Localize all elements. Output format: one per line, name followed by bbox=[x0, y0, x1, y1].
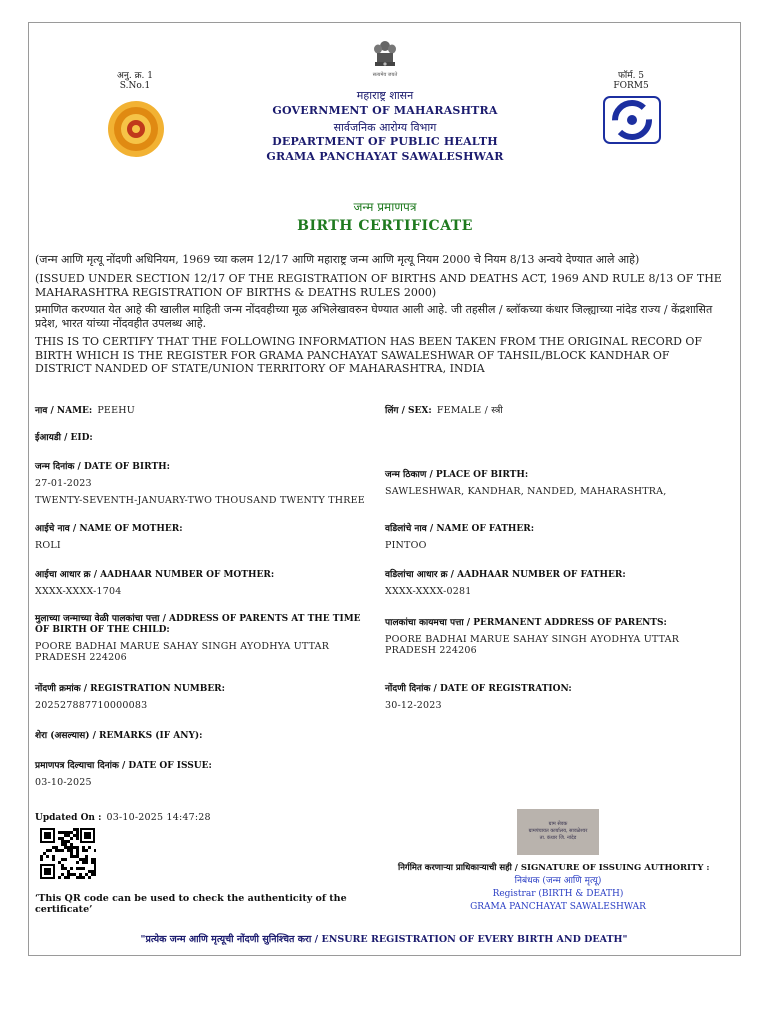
eid-label: ईआयडी / EID: bbox=[35, 433, 93, 443]
title-hi: जन्म प्रमाणपत्र bbox=[353, 200, 417, 214]
signature-label: निर्गमित करणाऱ्या प्राधिकाऱ्याची सही / SIGNATURE OF ISSUING AUTHORITY : bbox=[398, 863, 710, 873]
mother-aadhaar-field bbox=[35, 567, 365, 597]
reg-no-value: 202527887710000083 bbox=[35, 700, 148, 711]
sex-value: FEMALE / स्त्री bbox=[436, 405, 504, 416]
pob-field bbox=[385, 467, 725, 497]
addr-perm-value: POORE BADHAI MARUE SAHAY SINGH AYODHYA UTTAR PRADESH 224206 bbox=[385, 634, 680, 656]
dob-words: TWENTY-SEVENTH-JANUARY-TWO THOUSAND TWENTY THREE bbox=[35, 495, 365, 506]
mother-label: आईचे नाव / NAME OF MOTHER: bbox=[35, 524, 183, 534]
act-en: (ISSUED UNDER SECTION 12/17 OF THE REGISTRATION OF BIRTHS AND DEATHS ACT, 1969 AND RULE 8/13 OF THE MAHARASHTRA REGISTRATION OF BIRTHS & DEATHS RULES 2000) bbox=[35, 272, 722, 299]
mother-value: ROLI bbox=[35, 540, 61, 551]
qr-note: ‘This QR code can be used to check the authenticity of the certificate’ bbox=[35, 893, 347, 915]
serial-number bbox=[100, 68, 170, 91]
form-number bbox=[596, 68, 666, 91]
mother-field bbox=[35, 521, 365, 551]
father-aadhaar-field bbox=[385, 567, 715, 597]
stamp-line1: ग्राम सेवक bbox=[548, 821, 568, 827]
signature-line3: GRAMA PANCHAYAT SAWALESHWAR bbox=[470, 902, 646, 912]
official-stamp-image bbox=[517, 809, 599, 855]
name-value: PEEHU bbox=[97, 405, 135, 416]
father-aadhaar-value: XXXX-XXXX-0281 bbox=[385, 586, 472, 597]
father-value: PINTOO bbox=[385, 540, 427, 551]
mother-aadhaar-label: आईचा आधार क्र / AADHAAR NUMBER OF MOTHER: bbox=[35, 570, 275, 580]
office-en: GRAMA PANCHAYAT SAWALESHWAR bbox=[266, 150, 504, 163]
act-hi: (जन्म आणि मृत्यू नोंदणी अधिनियम, 1969 च्या कलम 12/17 आणि महाराष्ट्र जन्म आणि मृत्यू नियम 2000 चे नियम 8/13 अन्वये देण्यात आले आहे) bbox=[35, 253, 640, 266]
father-field bbox=[385, 521, 715, 551]
form-hi: फॉर्म. 5 bbox=[617, 71, 645, 81]
updated-value: 03-10-2025 14:47:28 bbox=[106, 812, 211, 823]
addr-birth-label: मुलाच्या जन्माच्या वेळी पालकांचा पत्ता / ADDRESS OF PARENTS AT THE TIME OF BIRTH OF THE CHILD: bbox=[35, 614, 361, 635]
issue-label: प्रमाणपत्र दिल्याचा दिनांक / DATE OF ISSUE: bbox=[35, 761, 212, 771]
reg-date-value: 30-12-2023 bbox=[385, 700, 442, 711]
father-aadhaar-label: वडिलांचा आधार क्र / AADHAAR NUMBER OF FATHER: bbox=[385, 570, 626, 580]
dept-hi: सार्वजनिक आरोग्य विभाग bbox=[333, 121, 437, 134]
addr-birth-field bbox=[35, 614, 370, 663]
title-en: BIRTH CERTIFICATE bbox=[297, 218, 473, 234]
reg-date-field bbox=[385, 681, 715, 711]
emblem-motto: सत्यमेव जयते bbox=[372, 72, 398, 78]
certify-en: THIS IS TO CERTIFY THAT THE FOLLOWING INFORMATION HAS BEEN TAKEN FROM THE ORIGINAL RECORD OF BIRTH WHICH IS THE REGISTER FOR GRAMA PANCHAYAT SAWALESHWAR OF TAHSIL/BLOCK KANDHAR OF DISTRICT NANDED OF STATE/UNION TERRITORY OF MAHARASHTRA, INDIA bbox=[35, 335, 703, 375]
gov-hi: महाराष्ट्र शासन bbox=[356, 89, 414, 102]
addr-perm-field bbox=[385, 618, 720, 656]
health-logo-icon bbox=[603, 96, 661, 144]
qr-code-icon bbox=[39, 827, 96, 880]
name-label: नाव / NAME: bbox=[35, 406, 93, 416]
footer-slogan: "प्रत्येक जन्म आणि मृत्यूची नोंदणी सुनिश्चित करा / ENSURE REGISTRATION OF EVERY BIRTH AND DEATH" bbox=[140, 934, 628, 945]
form-en: FORM5 bbox=[613, 81, 649, 91]
signature-line2: Registrar (BIRTH & DEATH) bbox=[492, 889, 624, 899]
dob-value: 27-01-2023 bbox=[35, 478, 92, 489]
addr-perm-label: पालकांचा कायमचा पत्ता / PERMANENT ADDRESS OF PARENTS: bbox=[385, 618, 667, 628]
reg-no-label: नोंदणी क्रमांक / REGISTRATION NUMBER: bbox=[35, 684, 225, 694]
stamp-line2: ग्रामपंचायत कार्यालय, सावळेश्वर bbox=[528, 828, 588, 834]
signature-line1: निबंधक (जन्म आणि मृत्यू) bbox=[514, 876, 602, 886]
gov-en: GOVERNMENT OF MAHARASHTRA bbox=[272, 104, 498, 117]
issue-value: 03-10-2025 bbox=[35, 777, 92, 788]
serial-hi: अनु. क्र. 1 bbox=[117, 71, 153, 81]
sex-field bbox=[385, 398, 715, 417]
remarks-label: शेरा (असल्यास) / REMARKS (IF ANY): bbox=[35, 731, 203, 741]
mother-aadhaar-value: XXXX-XXXX-1704 bbox=[35, 586, 122, 597]
dob-field bbox=[35, 459, 375, 506]
sex-label: लिंग / SEX: bbox=[385, 406, 432, 416]
signature-block bbox=[440, 875, 676, 914]
pob-value: SAWLESHWAR, KANDHAR, NANDED, MAHARASHTRA, bbox=[385, 486, 667, 497]
addr-birth-value: POORE BADHAI MARUE SAHAY SINGH AYODHYA UTTAR PRADESH 224206 bbox=[35, 641, 330, 663]
reg-date-label: नोंदणी दिनांक / DATE OF REGISTRATION: bbox=[385, 684, 572, 694]
father-label: वडिलांचे नाव / NAME OF FATHER: bbox=[385, 524, 535, 534]
updated-field bbox=[35, 805, 211, 824]
dept-en: DEPARTMENT OF PUBLIC HEALTH bbox=[272, 135, 498, 148]
reg-no-field bbox=[35, 681, 365, 711]
certify-hi: प्रमाणित करण्यात येत आहे की खालील माहिती जन्म नोंदवहीच्या मूळ अभिलेखावरुन घेण्यात आली आहे. जी तहसील / ब्लॉकच्या कंधार जिल्ह्याच्या नांदेड राज्य / केंद्रशासित प्रदेश, भारत यांच्या नोंदवहीत उपलब्ध आहे. bbox=[35, 303, 713, 330]
stamp-line3: ता. कंधार जि. नांदेड bbox=[539, 835, 577, 841]
serial-en: S.No.1 bbox=[119, 81, 151, 91]
pob-label: जन्म ठिकाण / PLACE OF BIRTH: bbox=[385, 470, 529, 480]
updated-label: Updated On : bbox=[35, 813, 102, 823]
issue-field bbox=[35, 758, 365, 788]
maharashtra-seal-icon bbox=[107, 100, 165, 158]
header bbox=[200, 88, 570, 165]
name-field bbox=[35, 398, 365, 417]
dob-label: जन्म दिनांक / DATE OF BIRTH: bbox=[35, 462, 170, 472]
